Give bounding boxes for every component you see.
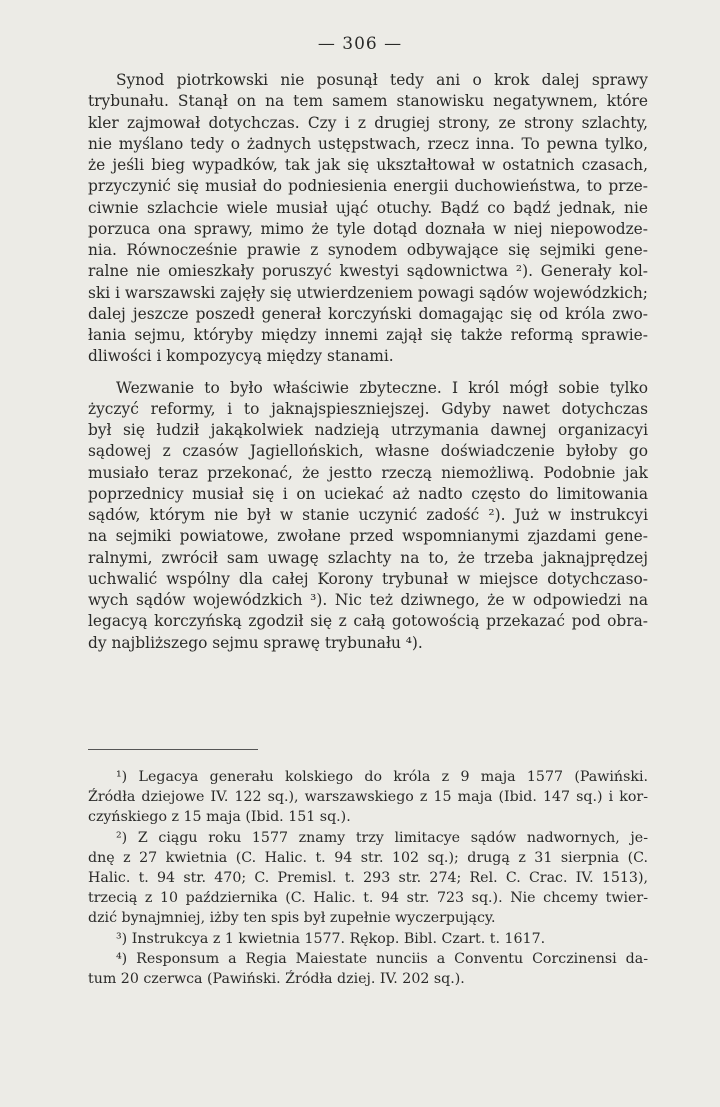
text-line: Wezwanie to było właściwie zbyteczne. I król mógł sobie tylko (116, 378, 648, 397)
footnotes (88, 767, 648, 989)
text-line: sądowej z czasów Jagiellońskich, własne doświadczenie byłoby go (88, 442, 648, 461)
text-line: dliwości i kompozycyą między stanami. (88, 347, 394, 366)
text-line: na sejmiki powiatowe, zwołane przed wspomnianymi zjazdami gene- (88, 527, 648, 546)
text-line: porzuca ona sprawy, mimo że tyle dotąd doznała w niej niepowodze- (88, 219, 648, 238)
footnote-2 (88, 828, 648, 929)
footnote-1 (88, 767, 648, 828)
text-line: legacyą korczyńską zgodził się z całą gotowością przekazać pod obra- (88, 612, 648, 631)
footnote-line: ³) Instrukcya z 1 kwietnia 1577. Rękop. Bibl. Czart. t. 1617. (116, 930, 546, 947)
page-number: — 306 — (317, 34, 403, 54)
paragraph-1 (88, 70, 648, 368)
text-line: kler zajmował dotychczas. Czy i z drugiej strony, ze strony szlachty, (88, 113, 648, 132)
text-line: ciwnie szlachcie wiele musiał ująć otuchy. Bądź co bądź jednak, nie (88, 198, 648, 217)
footnote-line: Źródła dziejowe IV. 122 sq.), warszawskiego z 15 maja (Ibid. 147 sq.) i kor- (88, 789, 648, 806)
footnote-line: czyńskiego z 15 maja (Ibid. 151 sq.). (88, 809, 351, 826)
footnote-line: trzecią z 10 października (C. Halic. t. 94 str. 723 sq.). Nie chcemy twier- (88, 890, 648, 907)
text-line: ralnymi, zwrócił sam uwagę szlachty na to, że trzeba jaknajprędzej (88, 548, 648, 567)
text-line: musiało teraz przekonać, że jestto rzeczą niemożliwą. Podobnie jak (88, 463, 648, 482)
footnote-line: ⁴) Responsum a Regia Maiestate nunciis a Conventu Corczinensi da- (116, 950, 648, 967)
paragraph-2 (88, 378, 648, 654)
text-line: przyczynić się musiał do podniesienia energii duchowieństwa, to prze- (88, 177, 648, 196)
footnote-line: ¹) Legacya generału kolskiego do króla z 9 maja 1577 (Pawiński. (116, 769, 648, 785)
text-line: uchwalić wspólny dla całej Korony trybunał w miejsce dotychczaso- (88, 569, 648, 588)
footnote-divider (88, 749, 258, 750)
text-line: dy najbliższego sejmu sprawę trybunału ⁴). (88, 633, 423, 652)
text-line: ralne nie omieszkały poruszyć kwestyi sądownictwa ²). Generały kol- (88, 262, 648, 281)
text-line: był się łudził jakąkolwiek nadzieją utrzymania dawnej organizacyi (88, 421, 648, 439)
text-line: życzyć reformy, i to jaknajspieszniejszej. Gdyby nawet dotychczas (88, 399, 648, 418)
text-line: ski i warszawski zajęły się utwierdzeniem powagi sądów wojewódzkich; (88, 283, 648, 302)
footnote-line: ²) Z ciągu roku 1577 znamy trzy limitacye sądów nadwornych, je- (116, 829, 648, 846)
text-line: nia. Równocześnie prawie z synodem odbywające się sejmiki gene- (88, 241, 648, 259)
text-line: dalej jeszcze poszedł generał korczyński domagając się od króla zwo- (88, 304, 648, 323)
text-line: Synod piotrkowski nie posunął tedy ani o krok dalej sprawy (116, 71, 648, 89)
text-line: wych sądów wojewódzkich ³). Nic też dziwnego, że w odpowiedzi na (88, 591, 648, 609)
footnote-line: dnę z 27 kwietnia (C. Halic. t. 94 str. 102 sq.); drugą z 31 sierpnia (C. (88, 849, 648, 866)
text-line: łania sejmu, któryby między innemi zajął się także reformą sprawie- (88, 326, 648, 344)
text-line: poprzednicy musiał się i on uciekać aż nadto często do limitowania (88, 484, 648, 503)
text-line: trybunału. Stanął on na tem samem stanowisku negatywnem, które (88, 92, 648, 111)
footnote-3 (88, 929, 648, 949)
footnote-4 (88, 949, 648, 989)
text-line: że jeśli bieg wypadków, tak jak się ukształtował w ostatnich czasach, (88, 156, 648, 174)
footnote-line: dzić bynajmniej, iżby ten spis był zupełnie wyczerpujący. (88, 910, 496, 927)
footnote-line: Halic. t. 94 str. 470; C. Premisl. t. 293 str. 274; Rel. C. Crac. IV. 1513), (88, 870, 648, 887)
text-line: nie myślano tedy o żadnych ustępstwach, rzecz inna. To pewna tylko, (88, 134, 648, 153)
footnote-line: tum 20 czerwca (Pawiński. Źródła dziej. IV. 202 sq.). (88, 971, 465, 988)
body-text (88, 70, 648, 654)
text-line: sądów, którym nie był w stanie uczynić zadość ²). Już w instrukcyi (88, 506, 648, 524)
